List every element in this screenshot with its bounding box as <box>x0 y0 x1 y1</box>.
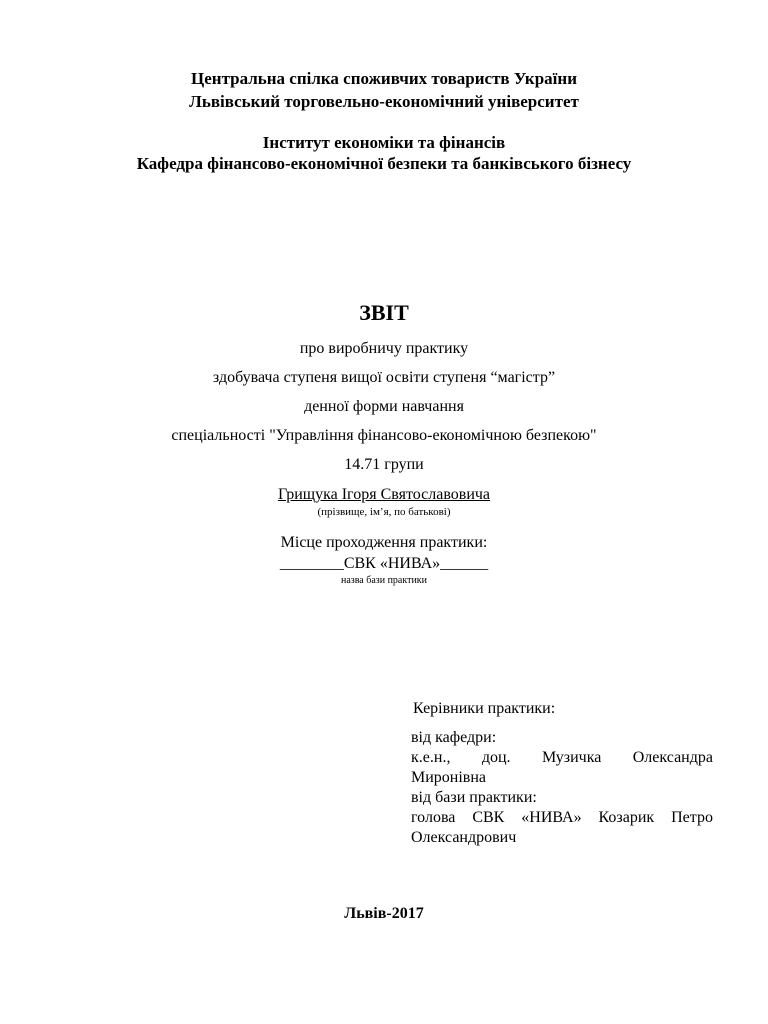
dept-supervisor-word: к.е.н., <box>411 749 451 766</box>
dept-supervisor-word: Музичка <box>541 749 602 766</box>
report-group: 14.71 групи <box>344 456 424 473</box>
university-name: Львівський торговельно-економічний університет <box>189 92 579 111</box>
org-name: Центральна спілка споживчих товариств України <box>191 69 577 88</box>
base-supervisor-word: голова <box>411 809 456 826</box>
report-subtitle-3: денної форми навчання <box>304 398 464 415</box>
supervisors-heading: Керівники практики: <box>413 700 556 717</box>
report-specialty: спеціальності "Управління фінансово-економічною безпекою" <box>171 427 597 444</box>
report-title: ЗВІТ <box>359 300 409 325</box>
base-supervisor-patronymic: Олександрович <box>411 829 517 846</box>
practice-place-value: ________СВК «НИВА»______ <box>279 555 489 572</box>
city-year: Львів-2017 <box>344 905 424 922</box>
base-supervisor-word: «НИВА» <box>521 809 582 826</box>
student-name-caption: (прізвище, ім’я, по батькові) <box>317 506 451 518</box>
dept-supervisor-word: доц. <box>481 749 511 766</box>
base-supervisor-label: від бази практики: <box>411 789 537 806</box>
dept-supervisor-label: від кафедри: <box>411 729 497 746</box>
base-supervisor-line <box>411 809 713 827</box>
institute-name: Інститут економіки та фінансів <box>262 133 506 152</box>
base-supervisor-word: СВК <box>472 809 505 826</box>
base-supervisor-word: Козарик <box>598 809 655 826</box>
base-supervisor-word: Петро <box>671 809 713 826</box>
student-name: Грищука Ігоря Святославовича <box>277 486 491 503</box>
dept-supervisor-patronymic: Миронівна <box>411 769 487 786</box>
report-subtitle-2: здобувача ступеня вищої освіти ступеня “магістр” <box>212 369 556 386</box>
department-name: Кафедра фінансово-економічної безпеки та банківського бізнесу <box>136 154 632 173</box>
dept-supervisor-line <box>411 749 713 767</box>
report-subtitle-1: про виробничу практику <box>299 340 469 357</box>
dept-supervisor-word: Олександра <box>632 749 713 766</box>
practice-place-label: Місце проходження практики: <box>280 534 488 551</box>
practice-place-caption: назва бази практики <box>340 575 428 586</box>
